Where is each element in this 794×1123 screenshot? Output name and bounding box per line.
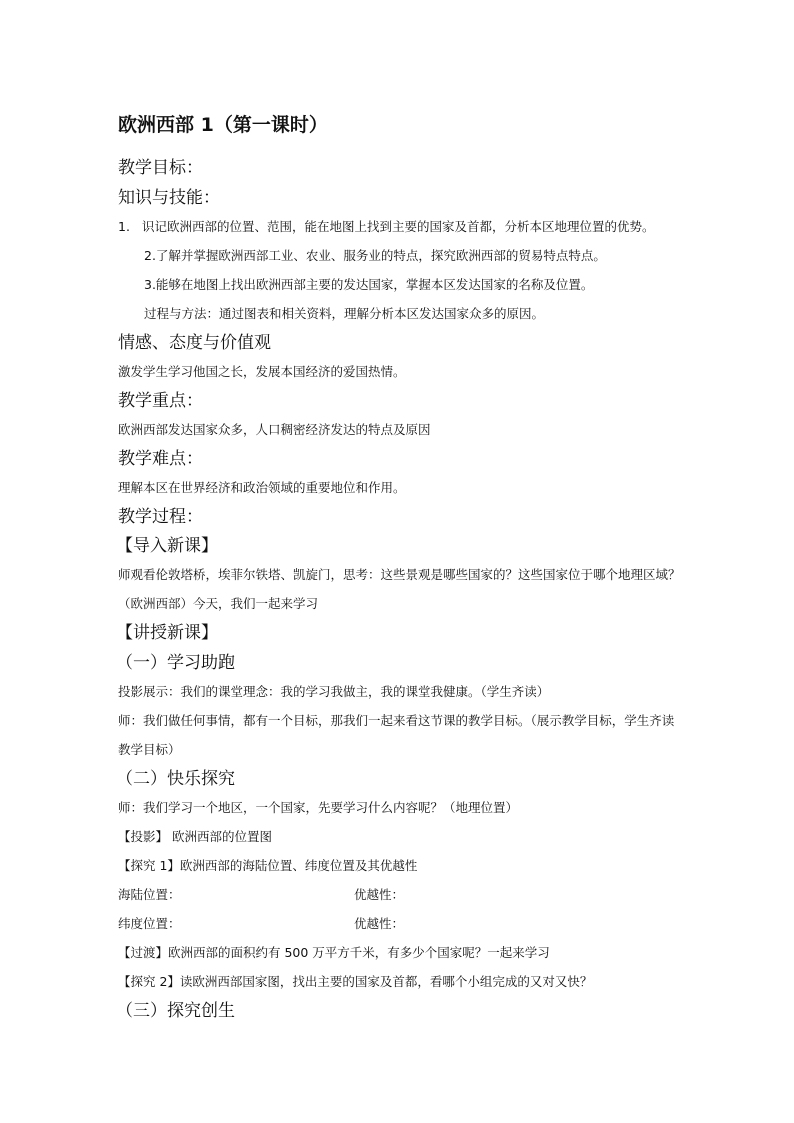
section2-heading: （二）快乐探究: [116, 769, 235, 789]
sea-land-advantage-label: 优越性：: [354, 887, 405, 902]
process-method-text: 过程与方法：通过图表和相关资料，理解分析本区发达国家众多的原因。: [144, 306, 545, 321]
latitude-advantage-label: 优越性：: [354, 916, 405, 931]
lecture-heading: 【讲授新课】: [116, 623, 218, 643]
difficulty-text: 理解本区在世界经济和政治领域的重要地位和作用。: [118, 480, 406, 495]
document-title: 欧洲西部 1（第一课时）: [118, 114, 328, 136]
section1-text-2: 师：我们做任何事情，都有一个目标，那我们一起来看这节课的教学目标。（展示教学目标，学生齐读: [118, 713, 675, 728]
key-text: 欧洲西部发达国家众多，人口稠密经济发达的特点及原因: [118, 422, 431, 437]
section2-text-3: 【探究 1】欧洲西部的海陆位置、纬度位置及其优越性: [118, 858, 418, 873]
intro-text-2: （欧洲西部）今天，我们一起来学习: [118, 596, 319, 611]
section2-text-1: 师：我们学习一个地区，一个国家，先要学习什么内容呢？（地理位置）: [118, 800, 519, 815]
knowledge-item-1: [118, 221, 655, 234]
section3-heading: （三）探究创生: [116, 1001, 235, 1021]
section1-heading: （一）学习助跑: [116, 653, 235, 673]
section2-text-2: 【投影】 欧洲西部的位置图: [118, 829, 272, 844]
section1-text-3: 教学目标）: [118, 742, 181, 757]
knowledge-heading: 知识与技能：: [118, 188, 220, 208]
explore2-text: 【探究 2】读欧洲西部国家图，找出主要的国家及首都，看哪个小组完成的又对又快？: [118, 974, 593, 989]
latitude-position-label: 纬度位置：: [118, 916, 181, 931]
process-heading: 教学过程：: [118, 507, 203, 527]
knowledge-item-1-number: 1.: [118, 219, 130, 234]
knowledge-item-3: 3.能够在地图上找出欧洲西部主要的发达国家，掌握本区发达国家的名称及位置。: [144, 277, 594, 292]
knowledge-item-2: 2.了解并掌握欧洲西部工业、农业、服务业的特点，探究欧洲西部的贸易特点特点。: [144, 248, 606, 263]
emotion-heading: 情感、态度与价值观: [118, 333, 271, 353]
knowledge-item-1-text: 识记欧洲西部的位置、范围，能在地图上找到主要的国家及首都，分析本区地理位置的优势。: [142, 219, 655, 234]
goals-heading: 教学目标：: [118, 158, 203, 178]
intro-heading: 【导入新课】: [116, 536, 218, 556]
difficulty-heading: 教学难点：: [118, 449, 203, 469]
key-heading: 教学重点：: [118, 391, 203, 411]
intro-text-1: 师观看伦敦塔桥，埃菲尔铁塔、凯旋门，思考：这些景观是哪些国家的？这些国家位于哪个地理区域？: [118, 567, 681, 582]
section1-text-1: 投影展示：我们的课堂理念：我的学习我做主，我的课堂我健康。（学生齐读）: [118, 684, 550, 699]
sea-land-position-label: 海陆位置：: [118, 887, 181, 902]
transition-text: 【过渡】欧洲西部的面积约有 500 万平方千米，有多少个国家呢？一起来学习: [118, 945, 550, 960]
emotion-text: 激发学生学习他国之长，发展本国经济的爱国热情。: [118, 364, 406, 379]
